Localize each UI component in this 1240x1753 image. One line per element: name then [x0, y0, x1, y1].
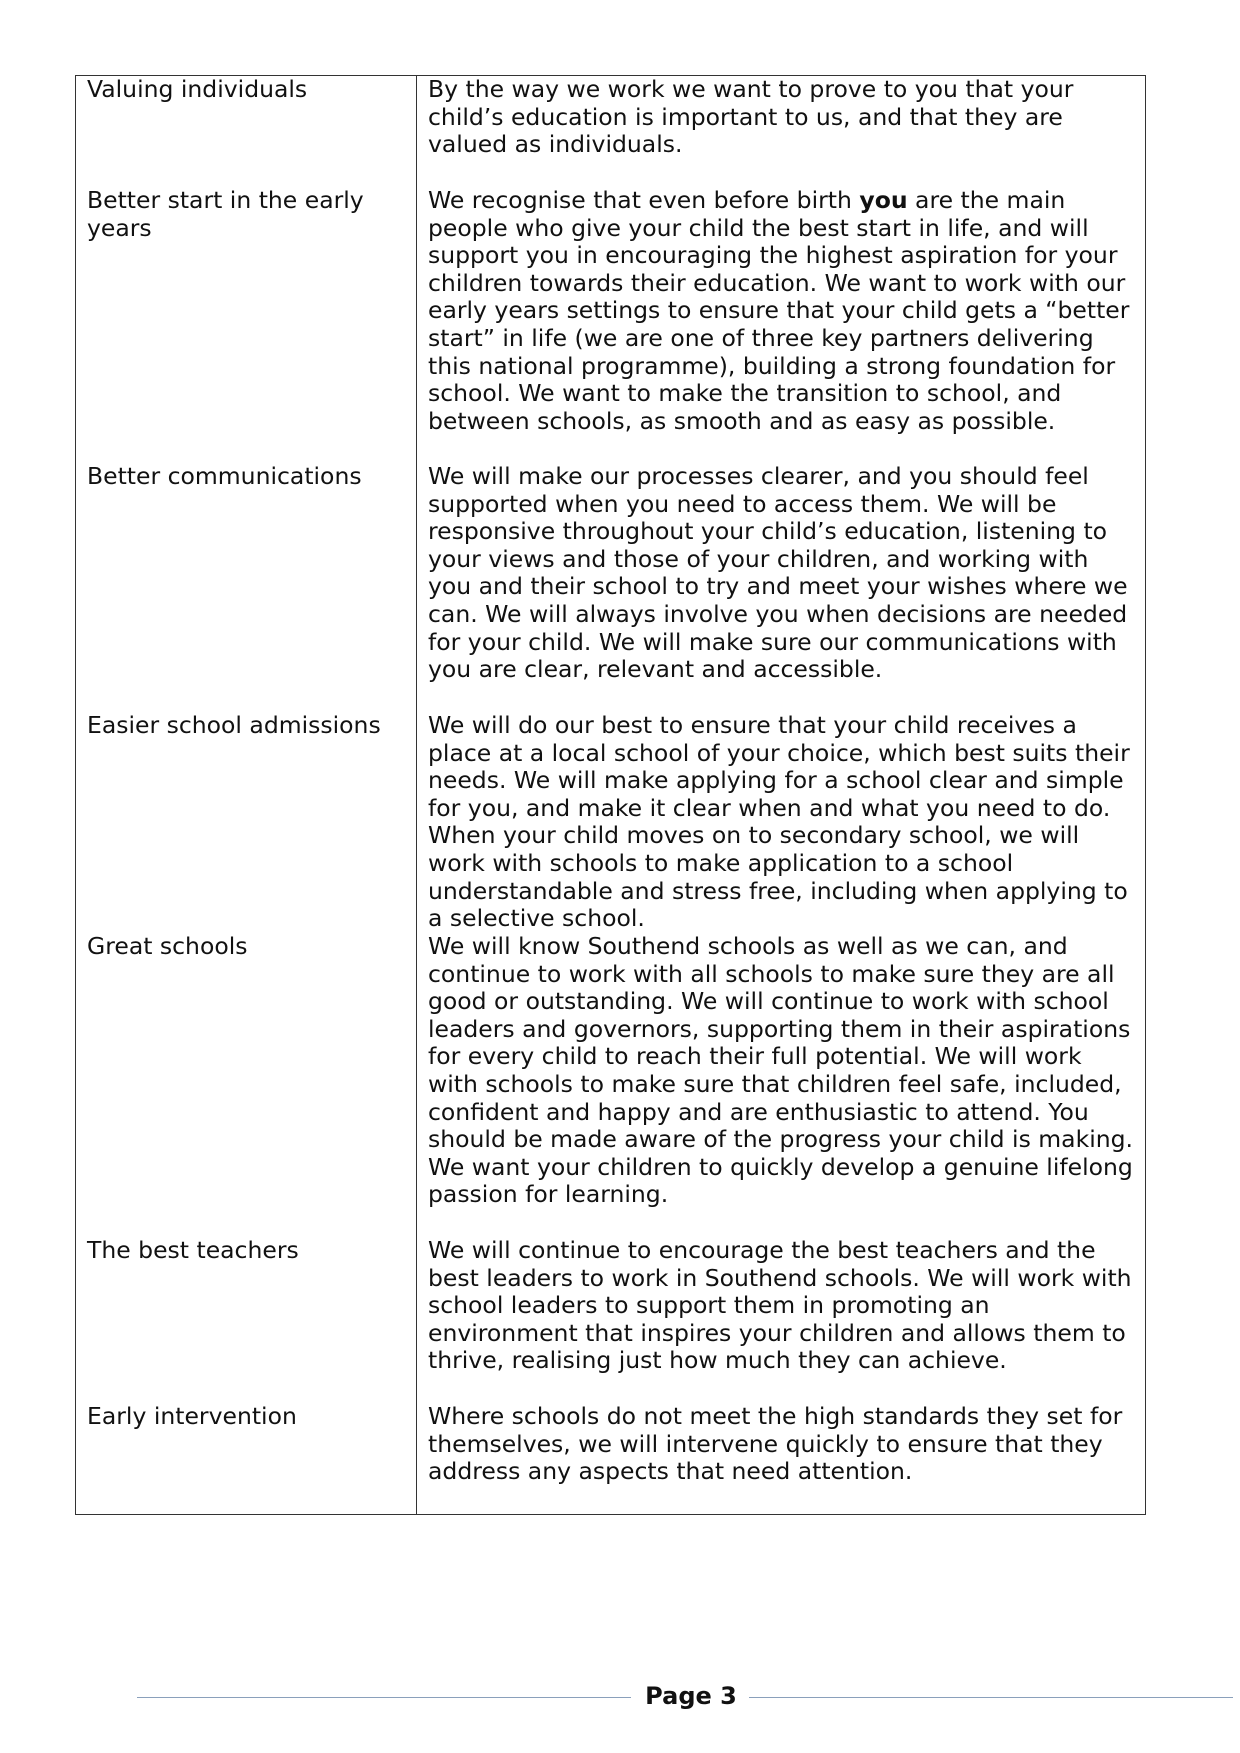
- footer-rule-right: [749, 1697, 1233, 1698]
- row-label-valuing-individuals: Valuing individuals: [87, 75, 308, 103]
- row-text-better-start-part1: We recognise that even before birth: [428, 186, 860, 214]
- commitments-table: [75, 75, 1146, 1515]
- footer-rule-left: [137, 1697, 631, 1698]
- row-label-early-intervention: Early intervention: [87, 1402, 297, 1430]
- row-label-easier-admissions: Easier school admissions: [87, 711, 381, 739]
- row-text-better-start: [428, 187, 1138, 435]
- row-label-better-start: Better start in the early years: [87, 186, 364, 242]
- row-text-easier-admissions: We will do our best to ensure that your child receives a place at a local school of your choice, which best suits their needs. We will make applying for a school clear and simple for you, and make it clear when and what you need to do. When your child moves on to secondary school, we will work with schools to make application to a school understandable and stress free, including when applying to a selective school.: [428, 711, 1130, 933]
- row-text-better-start-part2: are the main people who give your child the best start in life, and will support you in encouraging the highest aspiration for your children towards their education. We want to work with our early years settings to ensure that your child gets a “better start” in life (we are one of three key partners delivering this national programme), building a strong foundation for school. We want to make the transition to school, and between schools, as smooth and as easy as possible.: [428, 186, 1130, 435]
- column-divider: [416, 76, 417, 1514]
- row-text-valuing-individuals: By the way we work we want to prove to you that your child’s education is important to us, and that they are valued as individuals.: [428, 75, 1074, 159]
- row-label-best-teachers: The best teachers: [87, 1236, 299, 1264]
- row-label-better-communications: Better communications: [87, 462, 362, 490]
- row-text-great-schools: We will know Southend schools as well as we can, and continue to work with all schools to make sure they are all good or outstanding. We will continue to work with school leaders and governors, supporting them in their aspirations for every child to reach their full potential. We will work with schools to make sure that children feel safe, included, confident and happy and are enthusiastic to attend. You should be made aware of the progress your child is making. We want your children to quickly develop a genuine lifelong passion for learning.: [428, 932, 1133, 1209]
- page-number: Page 3: [645, 1682, 737, 1710]
- row-text-early-intervention: Where schools do not meet the high standards they set for themselves, we will intervene quickly to ensure that they address any aspects that need attention.: [428, 1402, 1123, 1486]
- row-text-best-teachers: We will continue to encourage the best teachers and the best leaders to work in Southend schools. We will work with school leaders to support them in promoting an environment that inspires your children and allows them to thrive, realising just how much they can achieve.: [428, 1236, 1132, 1375]
- row-text-better-communications: We will make our processes clearer, and you should feel supported when you need to access them. We will be responsive throughout your child’s education, listening to your views and those of your children, and working with you and their school to try and meet your wishes where we can. We will always involve you when decisions are needed for your child. We will make sure our communications with you are clear, relevant and accessible.: [428, 462, 1128, 684]
- row-label-great-schools: Great schools: [87, 932, 248, 960]
- emphasis-you: you: [859, 186, 908, 214]
